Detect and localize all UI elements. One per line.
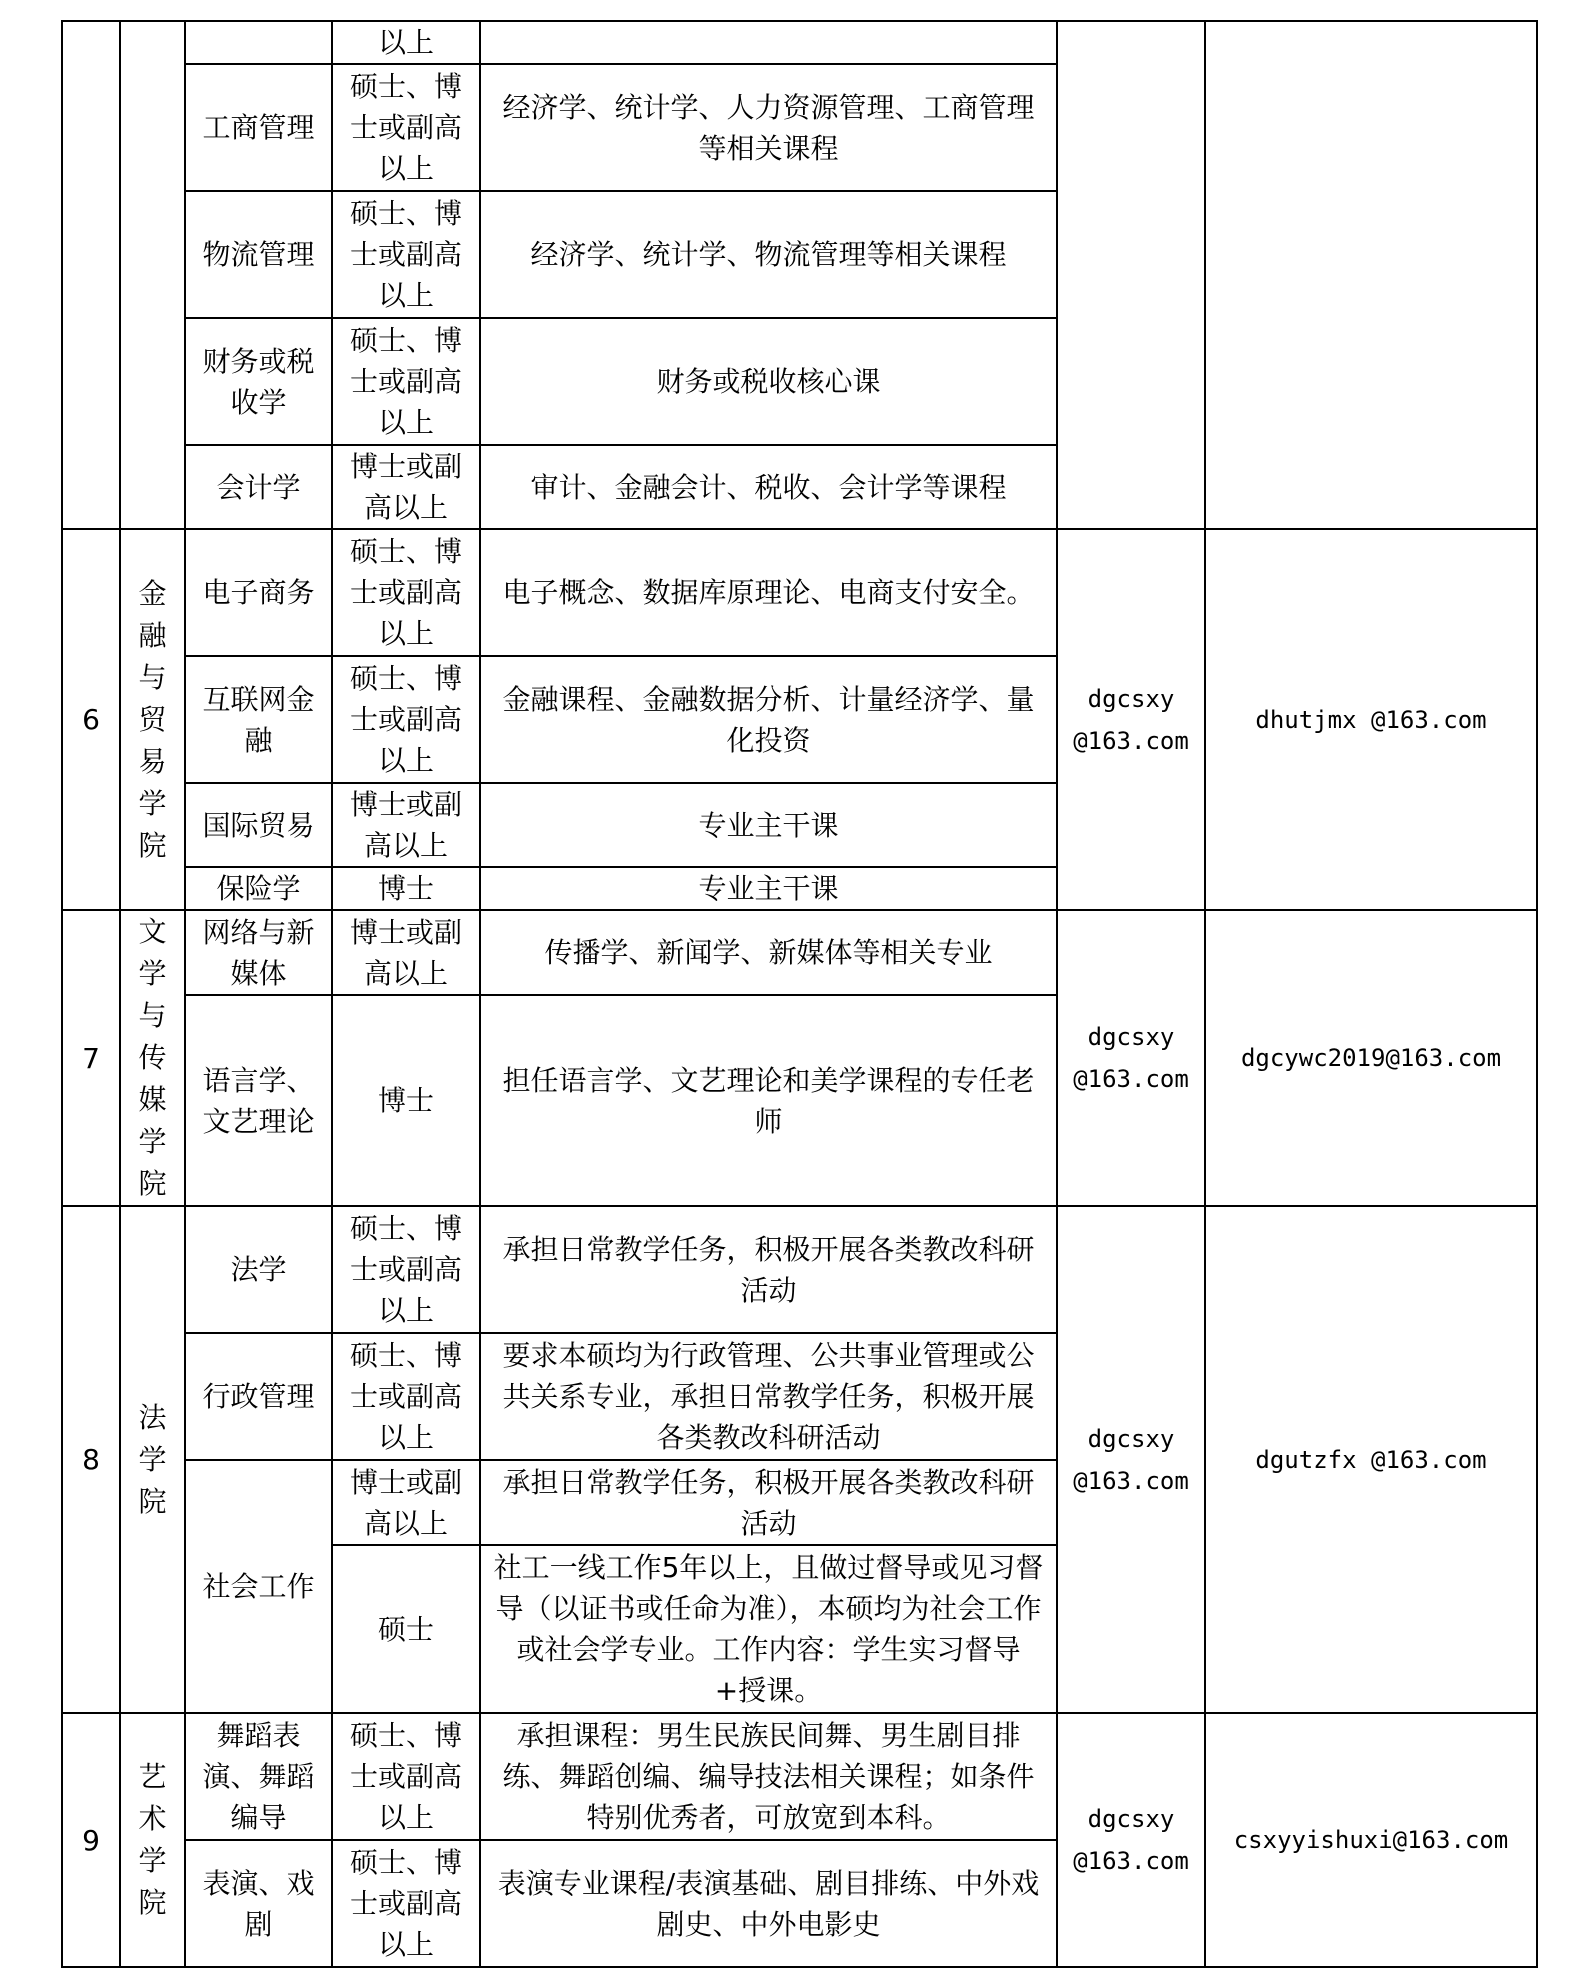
req-cell: 承担日常教学任务，积极开展各类教改科研活动 (480, 1460, 1057, 1545)
level-cell: 硕士 (332, 1545, 480, 1713)
major-cell: 保险学 (185, 867, 332, 910)
major-cell: 法学 (185, 1206, 332, 1333)
req-cell: 担任语言学、文艺理论和美学课程的专任老师 (480, 995, 1057, 1206)
no-cell: 9 (62, 1713, 120, 1967)
email2-cell: dgcywc2019@163.com (1205, 910, 1537, 1206)
level-cell: 硕士、博士或副高以上 (332, 191, 480, 318)
major-cell: 电子商务 (185, 529, 332, 656)
level-cell: 硕士、博士或副高以上 (332, 1713, 480, 1840)
major-cell: 国际贸易 (185, 783, 332, 867)
major-cell: 网络与新媒体 (185, 910, 332, 995)
req-cell (480, 21, 1057, 64)
major-cell: 舞蹈表演、舞蹈编导 (185, 1713, 332, 1840)
req-cell: 专业主干课 (480, 783, 1057, 867)
no-cell: 6 (62, 529, 120, 910)
email2-cell: dhutjmx @163.com (1205, 529, 1537, 910)
dept-cell: 艺术学院 (120, 1713, 185, 1967)
email2-cell (1205, 21, 1537, 529)
table-row (62, 910, 1537, 995)
level-cell: 博士或副高以上 (332, 910, 480, 995)
major-cell: 表演、戏剧 (185, 1840, 332, 1967)
req-cell: 传播学、新闻学、新媒体等相关专业 (480, 910, 1057, 995)
req-cell: 电子概念、数据库原理论、电商支付安全。 (480, 529, 1057, 656)
req-cell: 审计、金融会计、税收、会计学等课程 (480, 445, 1057, 529)
dept-cell: 文学与传媒学院 (120, 910, 185, 1206)
req-cell: 社工一线工作5年以上，且做过督导或见习督导（以证书或任命为准），本硕均为社会工作或社会学专业。工作内容：学生实习督导+授课。 (480, 1545, 1057, 1713)
dept-cell (120, 21, 185, 529)
table-row (62, 1206, 1537, 1333)
major-cell: 物流管理 (185, 191, 332, 318)
dept-cell: 金融与贸易学院 (120, 529, 185, 910)
no-cell (62, 21, 120, 529)
major-cell: 行政管理 (185, 1333, 332, 1460)
email2-cell: csxyyishuxi@163.com (1205, 1713, 1537, 1967)
level-cell: 硕士、博士或副高以上 (332, 64, 480, 191)
req-cell: 承担课程：男生民族民间舞、男生剧目排练、舞蹈创编、编导技法相关课程；如条件特别优秀者，可放宽到本科。 (480, 1713, 1057, 1840)
req-cell: 要求本硕均为行政管理、公共事业管理或公共关系专业，承担日常教学任务，积极开展各类教改科研活动 (480, 1333, 1057, 1460)
dept-cell: 法学院 (120, 1206, 185, 1713)
no-cell: 7 (62, 910, 120, 1206)
major-cell: 社会工作 (185, 1460, 332, 1713)
req-cell: 表演专业课程/表演基础、剧目排练、中外戏剧史、中外电影史 (480, 1840, 1057, 1967)
email1-cell: dgcsxy @163.com (1057, 1206, 1205, 1713)
req-cell: 经济学、统计学、人力资源管理、工商管理等相关课程 (480, 64, 1057, 191)
level-cell: 硕士、博士或副高以上 (332, 318, 480, 445)
email1-cell: dgcsxy @163.com (1057, 910, 1205, 1206)
level-cell: 硕士、博士或副高以上 (332, 1206, 480, 1333)
email1-cell (1057, 21, 1205, 529)
table-row (62, 1713, 1537, 1840)
req-cell: 金融课程、金融数据分析、计量经济学、量化投资 (480, 656, 1057, 783)
no-cell: 8 (62, 1206, 120, 1713)
level-cell: 硕士、博士或副高以上 (332, 656, 480, 783)
level-cell: 以上 (332, 21, 480, 64)
major-cell: 财务或税收学 (185, 318, 332, 445)
email2-cell: dgutzfx @163.com (1205, 1206, 1537, 1713)
major-cell: 互联网金融 (185, 656, 332, 783)
level-cell: 博士或副高以上 (332, 1460, 480, 1545)
table-row (62, 21, 1537, 64)
email1-cell: dgcsxy @163.com (1057, 529, 1205, 910)
req-cell: 专业主干课 (480, 867, 1057, 910)
level-cell: 博士 (332, 867, 480, 910)
req-cell: 财务或税收核心课 (480, 318, 1057, 445)
level-cell: 博士或副高以上 (332, 445, 480, 529)
level-cell: 硕士、博士或副高以上 (332, 529, 480, 656)
level-cell: 硕士、博士或副高以上 (332, 1333, 480, 1460)
major-cell (185, 21, 332, 64)
req-cell: 承担日常教学任务，积极开展各类教改科研活动 (480, 1206, 1057, 1333)
level-cell: 硕士、博士或副高以上 (332, 1840, 480, 1967)
email1-cell: dgcsxy @163.com (1057, 1713, 1205, 1967)
req-cell: 经济学、统计学、物流管理等相关课程 (480, 191, 1057, 318)
level-cell: 博士 (332, 995, 480, 1206)
major-cell: 语言学、文艺理论 (185, 995, 332, 1206)
table-row (62, 529, 1537, 656)
level-cell: 博士或副高以上 (332, 783, 480, 867)
major-cell: 工商管理 (185, 64, 332, 191)
recruitment-table (61, 20, 1538, 1968)
major-cell: 会计学 (185, 445, 332, 529)
